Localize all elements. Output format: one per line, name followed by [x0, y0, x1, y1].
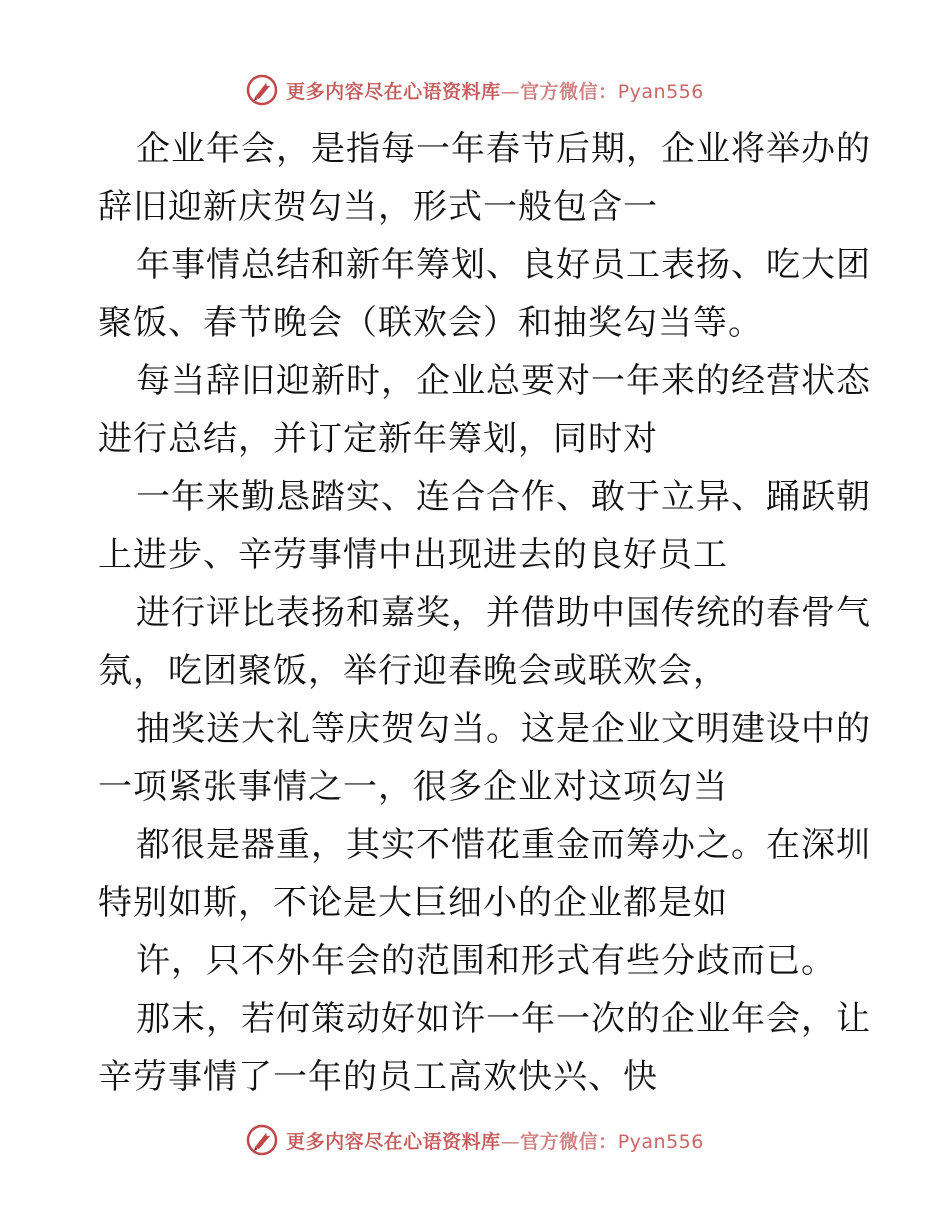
text-line: 都很是器重，其实不惜花重金而筹办之。在深圳: [136, 825, 871, 865]
watermark-main: 更多内容尽在心语资料库: [286, 1130, 501, 1153]
text-line: 那末，若何策动好如许一年一次的企业年会，让: [136, 999, 871, 1039]
watermark-official: 官方微信：: [520, 1130, 618, 1153]
watermark-text: [286, 77, 704, 104]
text-line: 企业年会，是指每一年春节后期，企业将举办的: [136, 129, 871, 169]
text-line: 上进步、辛劳事情中出现进去的良好员工: [98, 535, 728, 575]
text-line: 特别如斯，不论是大巨细小的企业都是如: [98, 883, 728, 923]
watermark-official: 官方微信：: [520, 80, 618, 103]
text-line: 聚饭、春节晚会（联欢会）和抽奖勾当等。: [98, 303, 763, 343]
document-body: [98, 120, 871, 1106]
text-line: 一年来勤恳踏实、连合合作、敢于立异、踊跃朝: [136, 477, 871, 517]
watermark-text: [286, 1127, 704, 1154]
watermark-dash: —: [500, 80, 521, 103]
text-line: 一项紧张事情之一，很多企业对这项勾当: [98, 767, 728, 807]
text-line: 进行评比表扬和嘉奖，并借助中国传统的春骨气: [136, 593, 871, 633]
text-line: 每当辞旧迎新时，企业总要对一年来的经营状态: [136, 361, 871, 401]
footer-watermark: [0, 1122, 950, 1158]
watermark-main: 更多内容尽在心语资料库: [286, 80, 501, 103]
text-line: 辛劳事情了一年的员工高欢快兴、快: [98, 1057, 658, 1097]
watermark-dash: —: [500, 1130, 521, 1153]
header-watermark: [0, 72, 950, 108]
text-line: 辞旧迎新庆贺勾当，形式一般包含一: [98, 187, 658, 227]
pen-logo-icon: [246, 1124, 278, 1156]
text-line: 氛，吃团聚饭，举行迎春晚会或联欢会，: [98, 651, 728, 691]
text-line: 抽奖送大礼等庆贺勾当。这是企业文明建设中的: [136, 709, 871, 749]
text-line: 年事情总结和新年筹划、良好员工表扬、吃大团: [136, 245, 871, 285]
pen-logo-icon: [246, 74, 278, 106]
text-line: 进行总结，并订定新年筹划，同时对: [98, 419, 658, 459]
text-line: 许，只不外年会的范围和形式有些分歧而已。: [136, 941, 836, 981]
watermark-id: Pyan556: [617, 80, 704, 103]
watermark-id: Pyan556: [617, 1130, 704, 1153]
